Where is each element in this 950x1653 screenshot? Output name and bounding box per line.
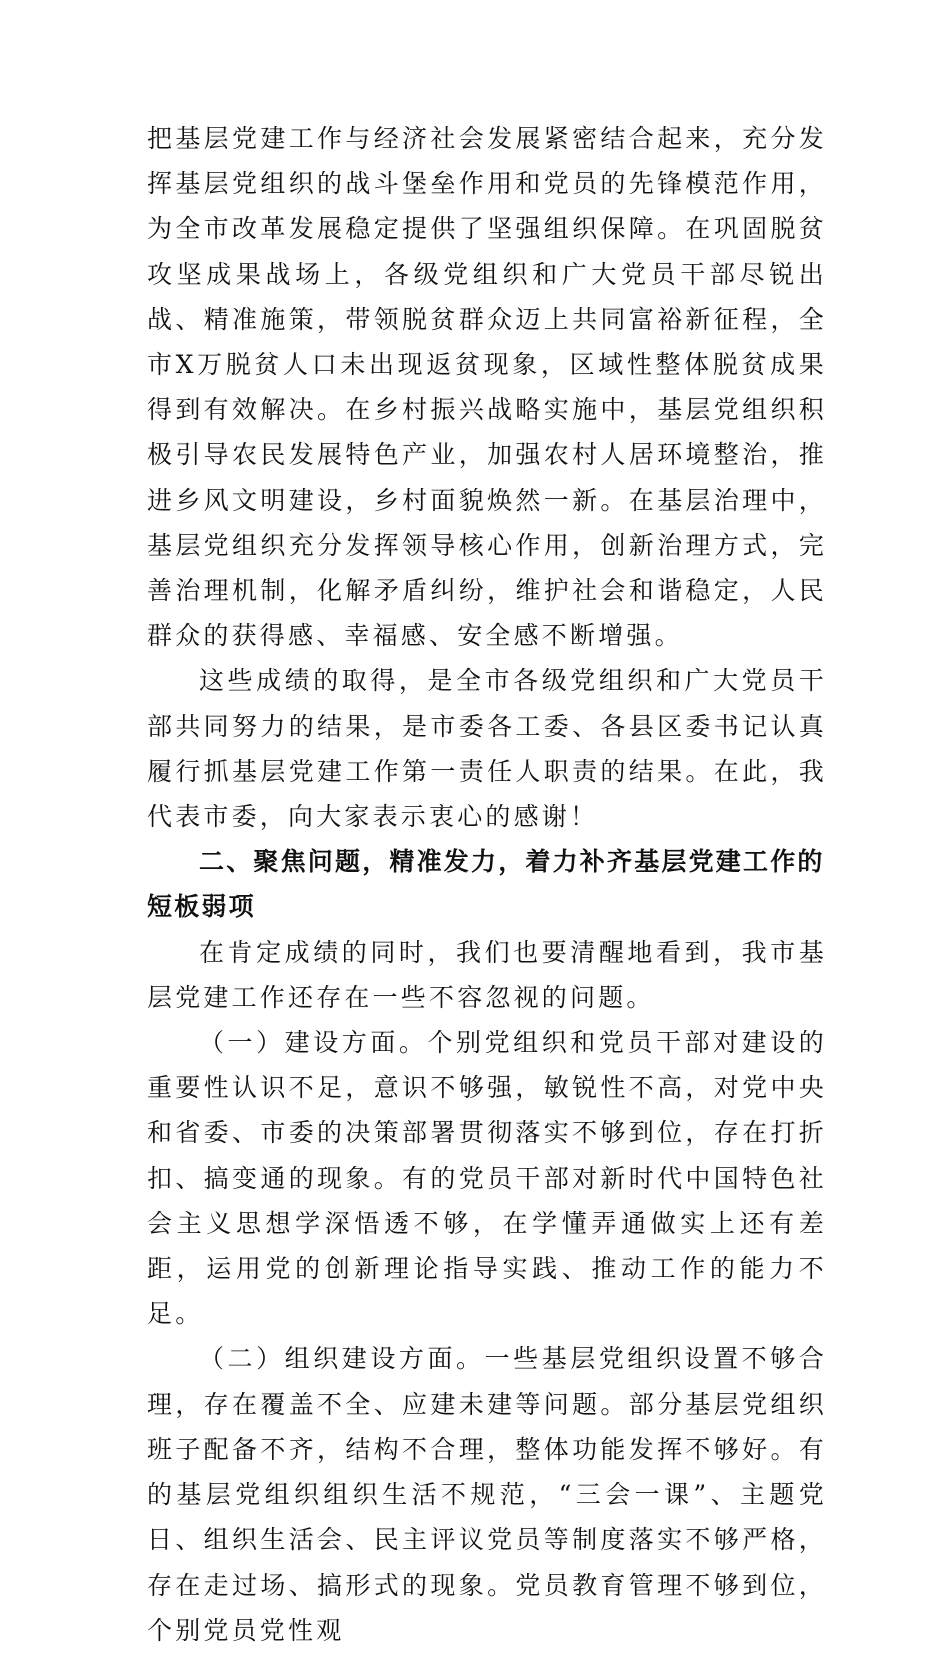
problem-item-1	[147, 1020, 827, 1336]
paragraph-thanks: 这些成绩的取得，是全市各级党组织和广大党员干部共同努力的结果，是市委各工委、各县区委书记认真履行抓基层党建工作第一责任人职责的结果。在此，我代表市委，向大家表示衷心的感谢！	[147, 666, 827, 832]
problem-item-2-label: （二）组织建设方面。	[199, 1344, 485, 1374]
problem-item-1-label: （一）建设方面。	[199, 1028, 428, 1058]
section-intro: 在肯定成绩的同时，我们也要清醒地看到，我市基层党建工作还存在一些不容忽视的问题。	[147, 937, 827, 1012]
problem-item-1-text: 个别党组织和党员干部对建设的重要性认识不足，意识不够强，敏锐性不高，对党中央和省委、市委的决策部署贯彻落实不够到位，存在打折扣、搞变通的现象。有的党员干部对新时代中国特色社会主义思想学深悟透不够，在学懂弄通做实上还有差距，运用党的创新理论指导实践、推动工作的能力不足。	[147, 1028, 827, 1329]
problem-item-2	[147, 1336, 827, 1652]
document-body	[147, 116, 827, 1653]
section-heading: 二、聚焦问题，精准发力，着力补齐基层党建工作的短板弱项	[147, 847, 825, 922]
problem-item-2-text: 一些基层党组织设置不够合理，存在覆盖不全、应建未建等问题。部分基层党组织班子配备不齐，结构不合理，整体功能发挥不够好。有的基层党组织组织生活不规范，“三会一课”、主题党日、组织生活会、民主评议党员等制度落实不够严格，存在走过场、搞形式的现象。党员教育管理不够到位，个别党员党性观	[147, 1344, 827, 1645]
paragraph-achievements: 把基层党建工作与经济社会发展紧密结合起来，充分发挥基层党组织的战斗堡垒作用和党员的先锋模范作用，为全市改革发展稳定提供了坚强组织保障。在巩固脱贫攻坚成果战场上，各级党组织和广大党员干部尽锐出战、精准施策，带领脱贫群众迈上共同富裕新征程，全市X万脱贫人口未出现返贫现象，区域性整体脱贫成果得到有效解决。在乡村振兴战略实施中，基层党组织积极引导农民发展特色产业，加强农村人居环境整治，推进乡风文明建设，乡村面貌焕然一新。在基层治理中，基层党组织充分发挥领导核心作用，创新治理方式，完善治理机制，化解矛盾纠纷，维护社会和谐稳定，人民群众的获得感、幸福感、安全感不断增强。	[147, 124, 827, 651]
